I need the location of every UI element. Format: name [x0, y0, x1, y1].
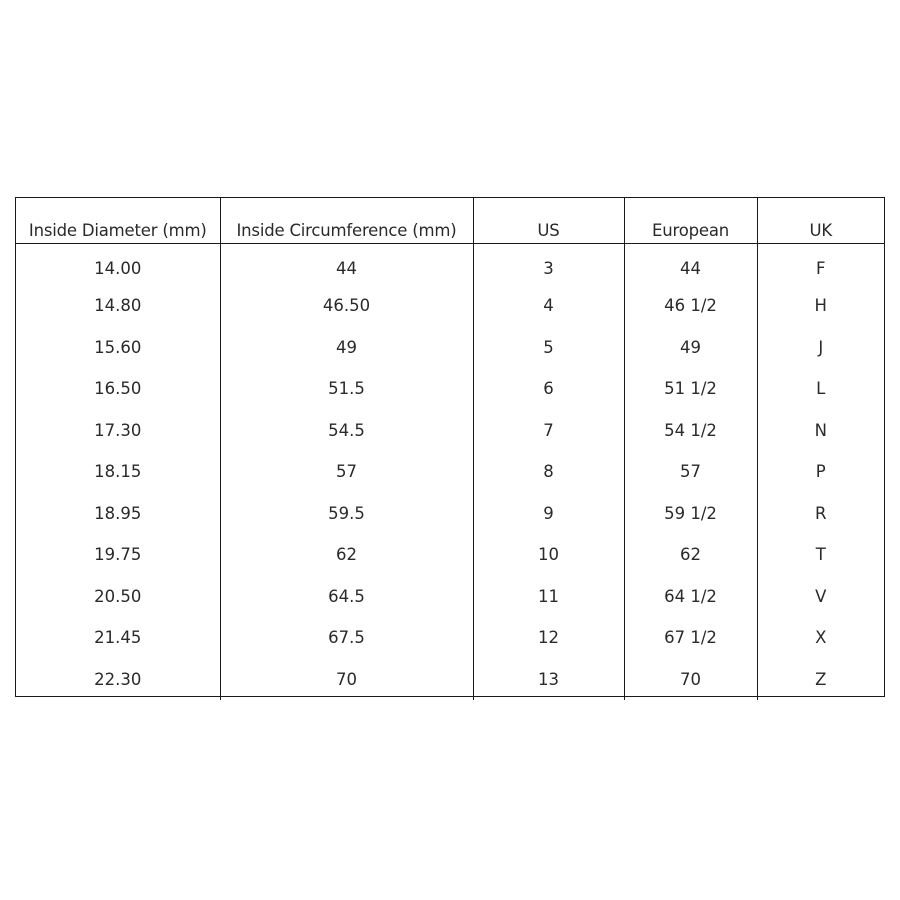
cell-uk: L [816, 379, 826, 399]
header-row [16, 198, 884, 244]
cell-us: 4 [473, 285, 624, 327]
table-row [16, 327, 884, 369]
cell-uk: J [818, 337, 824, 357]
cell-european: 44 [624, 244, 757, 286]
cell-us: 3 [473, 244, 624, 286]
table-row [16, 285, 884, 327]
header-inside-diameter: Inside Diameter (mm) [16, 198, 220, 244]
header-european: European [624, 198, 757, 244]
cell-circumference: 46.50 [220, 285, 473, 327]
cell-uk: H [814, 296, 827, 316]
cell-us: 13 [473, 659, 624, 701]
cell-european: 59 1/2 [624, 493, 757, 535]
ring-size-table [16, 198, 884, 700]
cell-uk: R [815, 503, 827, 523]
cell-european: 49 [624, 327, 757, 369]
cell-diameter: 15.60 [16, 327, 220, 369]
table-header [16, 198, 884, 244]
cell-circumference: 62 [220, 534, 473, 576]
cell-uk: V [815, 586, 827, 606]
table-row [16, 493, 884, 535]
cell-us: 5 [473, 327, 624, 369]
cell-diameter: 18.95 [16, 493, 220, 535]
cell-circumference: 51.5 [220, 368, 473, 410]
header-uk: UK [757, 198, 884, 244]
cell-uk: N [814, 420, 827, 440]
cell-circumference: 67.5 [220, 617, 473, 659]
cell-circumference: 64.5 [220, 576, 473, 618]
cell-european: 67 1/2 [624, 617, 757, 659]
cell-uk: X [815, 628, 827, 648]
table-row [16, 244, 884, 286]
table-row [16, 576, 884, 618]
cell-diameter: 14.80 [16, 285, 220, 327]
cell-circumference: 44 [220, 244, 473, 286]
cell-european: 62 [624, 534, 757, 576]
cell-circumference: 59.5 [220, 493, 473, 535]
cell-us: 11 [473, 576, 624, 618]
ring-size-table-frame [15, 197, 885, 697]
cell-diameter: 19.75 [16, 534, 220, 576]
cell-uk: F [816, 259, 826, 278]
header-us: US [473, 198, 624, 244]
cell-us: 8 [473, 451, 624, 493]
cell-diameter: 21.45 [16, 617, 220, 659]
header-inside-circumference: Inside Circumference (mm) [220, 198, 473, 244]
cell-european: 70 [624, 659, 757, 701]
cell-european: 51 1/2 [624, 368, 757, 410]
cell-diameter: 18.15 [16, 451, 220, 493]
cell-diameter: 17.30 [16, 410, 220, 452]
cell-us: 9 [473, 493, 624, 535]
table-row [16, 534, 884, 576]
table-row [16, 659, 884, 701]
cell-us: 7 [473, 410, 624, 452]
cell-us: 12 [473, 617, 624, 659]
cell-circumference: 70 [220, 659, 473, 701]
cell-european: 57 [624, 451, 757, 493]
cell-european: 64 1/2 [624, 576, 757, 618]
cell-european: 46 1/2 [624, 285, 757, 327]
cell-us: 10 [473, 534, 624, 576]
table-body [16, 244, 884, 701]
cell-diameter: 22.30 [16, 659, 220, 701]
table-row [16, 410, 884, 452]
table-row [16, 451, 884, 493]
cell-uk: T [815, 545, 826, 565]
cell-diameter: 20.50 [16, 576, 220, 618]
cell-european: 54 1/2 [624, 410, 757, 452]
table-row [16, 617, 884, 659]
cell-diameter: 16.50 [16, 368, 220, 410]
cell-circumference: 57 [220, 451, 473, 493]
cell-uk: P [815, 462, 826, 482]
cell-uk: Z [815, 669, 827, 689]
table-row [16, 368, 884, 410]
cell-circumference: 49 [220, 327, 473, 369]
cell-diameter: 14.00 [16, 244, 220, 286]
cell-circumference: 54.5 [220, 410, 473, 452]
cell-us: 6 [473, 368, 624, 410]
